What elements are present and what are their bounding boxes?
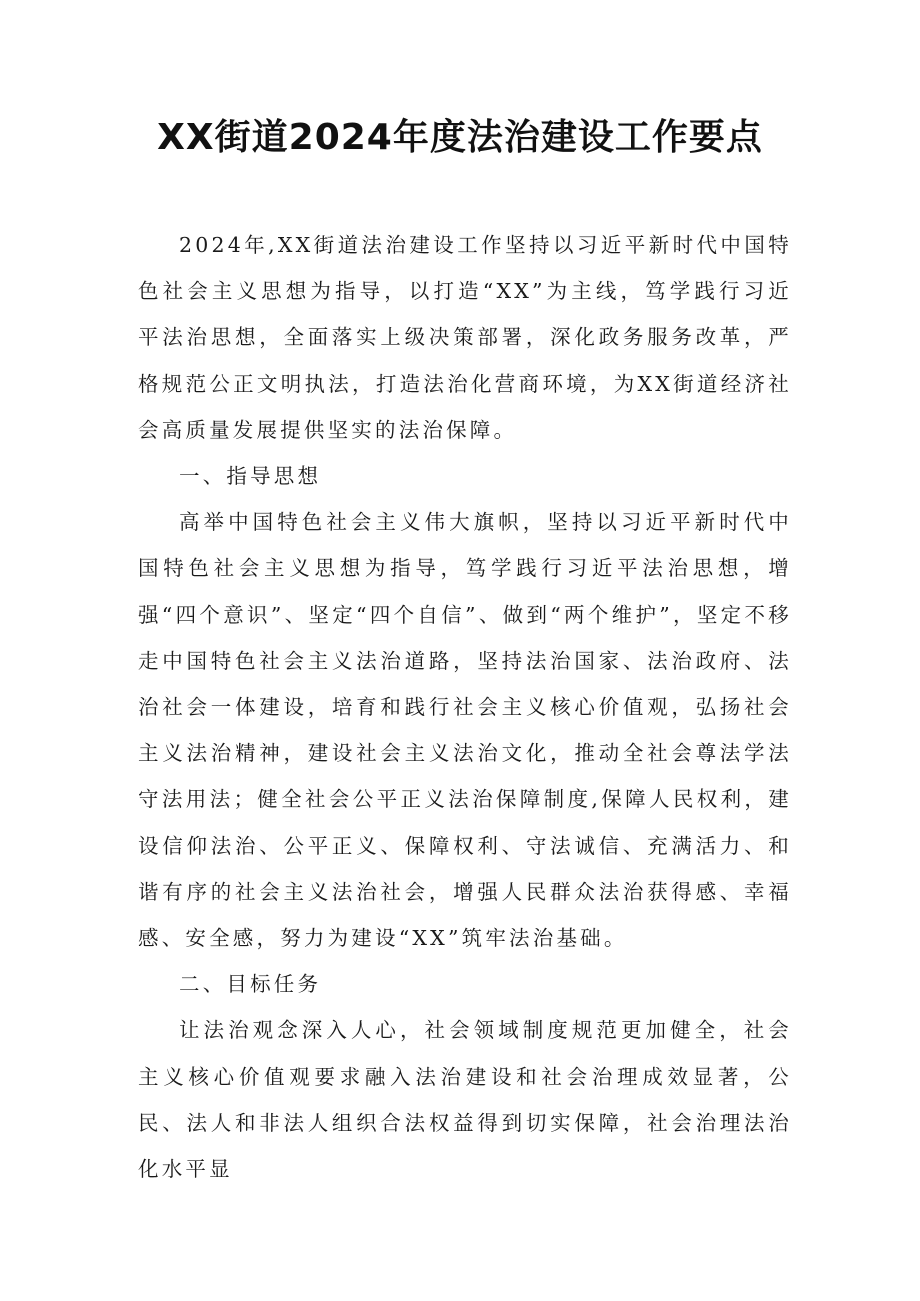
- document-title: XX街道2024年度法治建设工作要点: [157, 117, 763, 158]
- intro-paragraph: 2024年,XX街道法治建设工作坚持以习近平新时代中国特色社会主义思想为指导，以打造“XX”为主线，笃学践行习近平法治思想，全面落实上级决策部署，深化政务服务改革，严格规范公正文明执法，打造法治化营商环境，为XX街道经济社会高质量发展提供坚实的法治保障。: [138, 233, 792, 442]
- section-heading-guiding-thought: 一、指导思想: [179, 464, 322, 489]
- document-body: [138, 222, 792, 1192]
- section-paragraph-guiding-thought: 高举中国特色社会主义伟大旗帜，坚持以习近平新时代中国特色社会主义思想为指导，笃学践行习近平法治思想，增强“四个意识”、坚定“四个自信”、做到“两个维护”，坚定不移走中国特色社会主义法治道路，坚持法治国家、法治政府、法治社会一体建设，培育和践行社会主义核心价值观，弘扬社会主义法治精神，建设社会主义法治文化，推动全社会尊法学法守法用法；健全社会公平正义法治保障制度,保障人民权利，建设信仰法治、公平正义、保障权利、守法诚信、充满活力、和谐有序的社会主义法治社会，增强人民群众法治获得感、幸福感、安全感，努力为建设“XX”筑牢法治基础。: [138, 510, 792, 951]
- section-paragraph-goals-tasks: 让法治观念深入人心，社会领域制度规范更加健全，社会主义核心价值观要求融入法治建设和社会治理成效显著，公民、法人和非法人组织合法权益得到切实保障，社会治理法治化水平显: [138, 1018, 792, 1182]
- section-heading-goals-tasks: 二、目标任务: [179, 972, 322, 997]
